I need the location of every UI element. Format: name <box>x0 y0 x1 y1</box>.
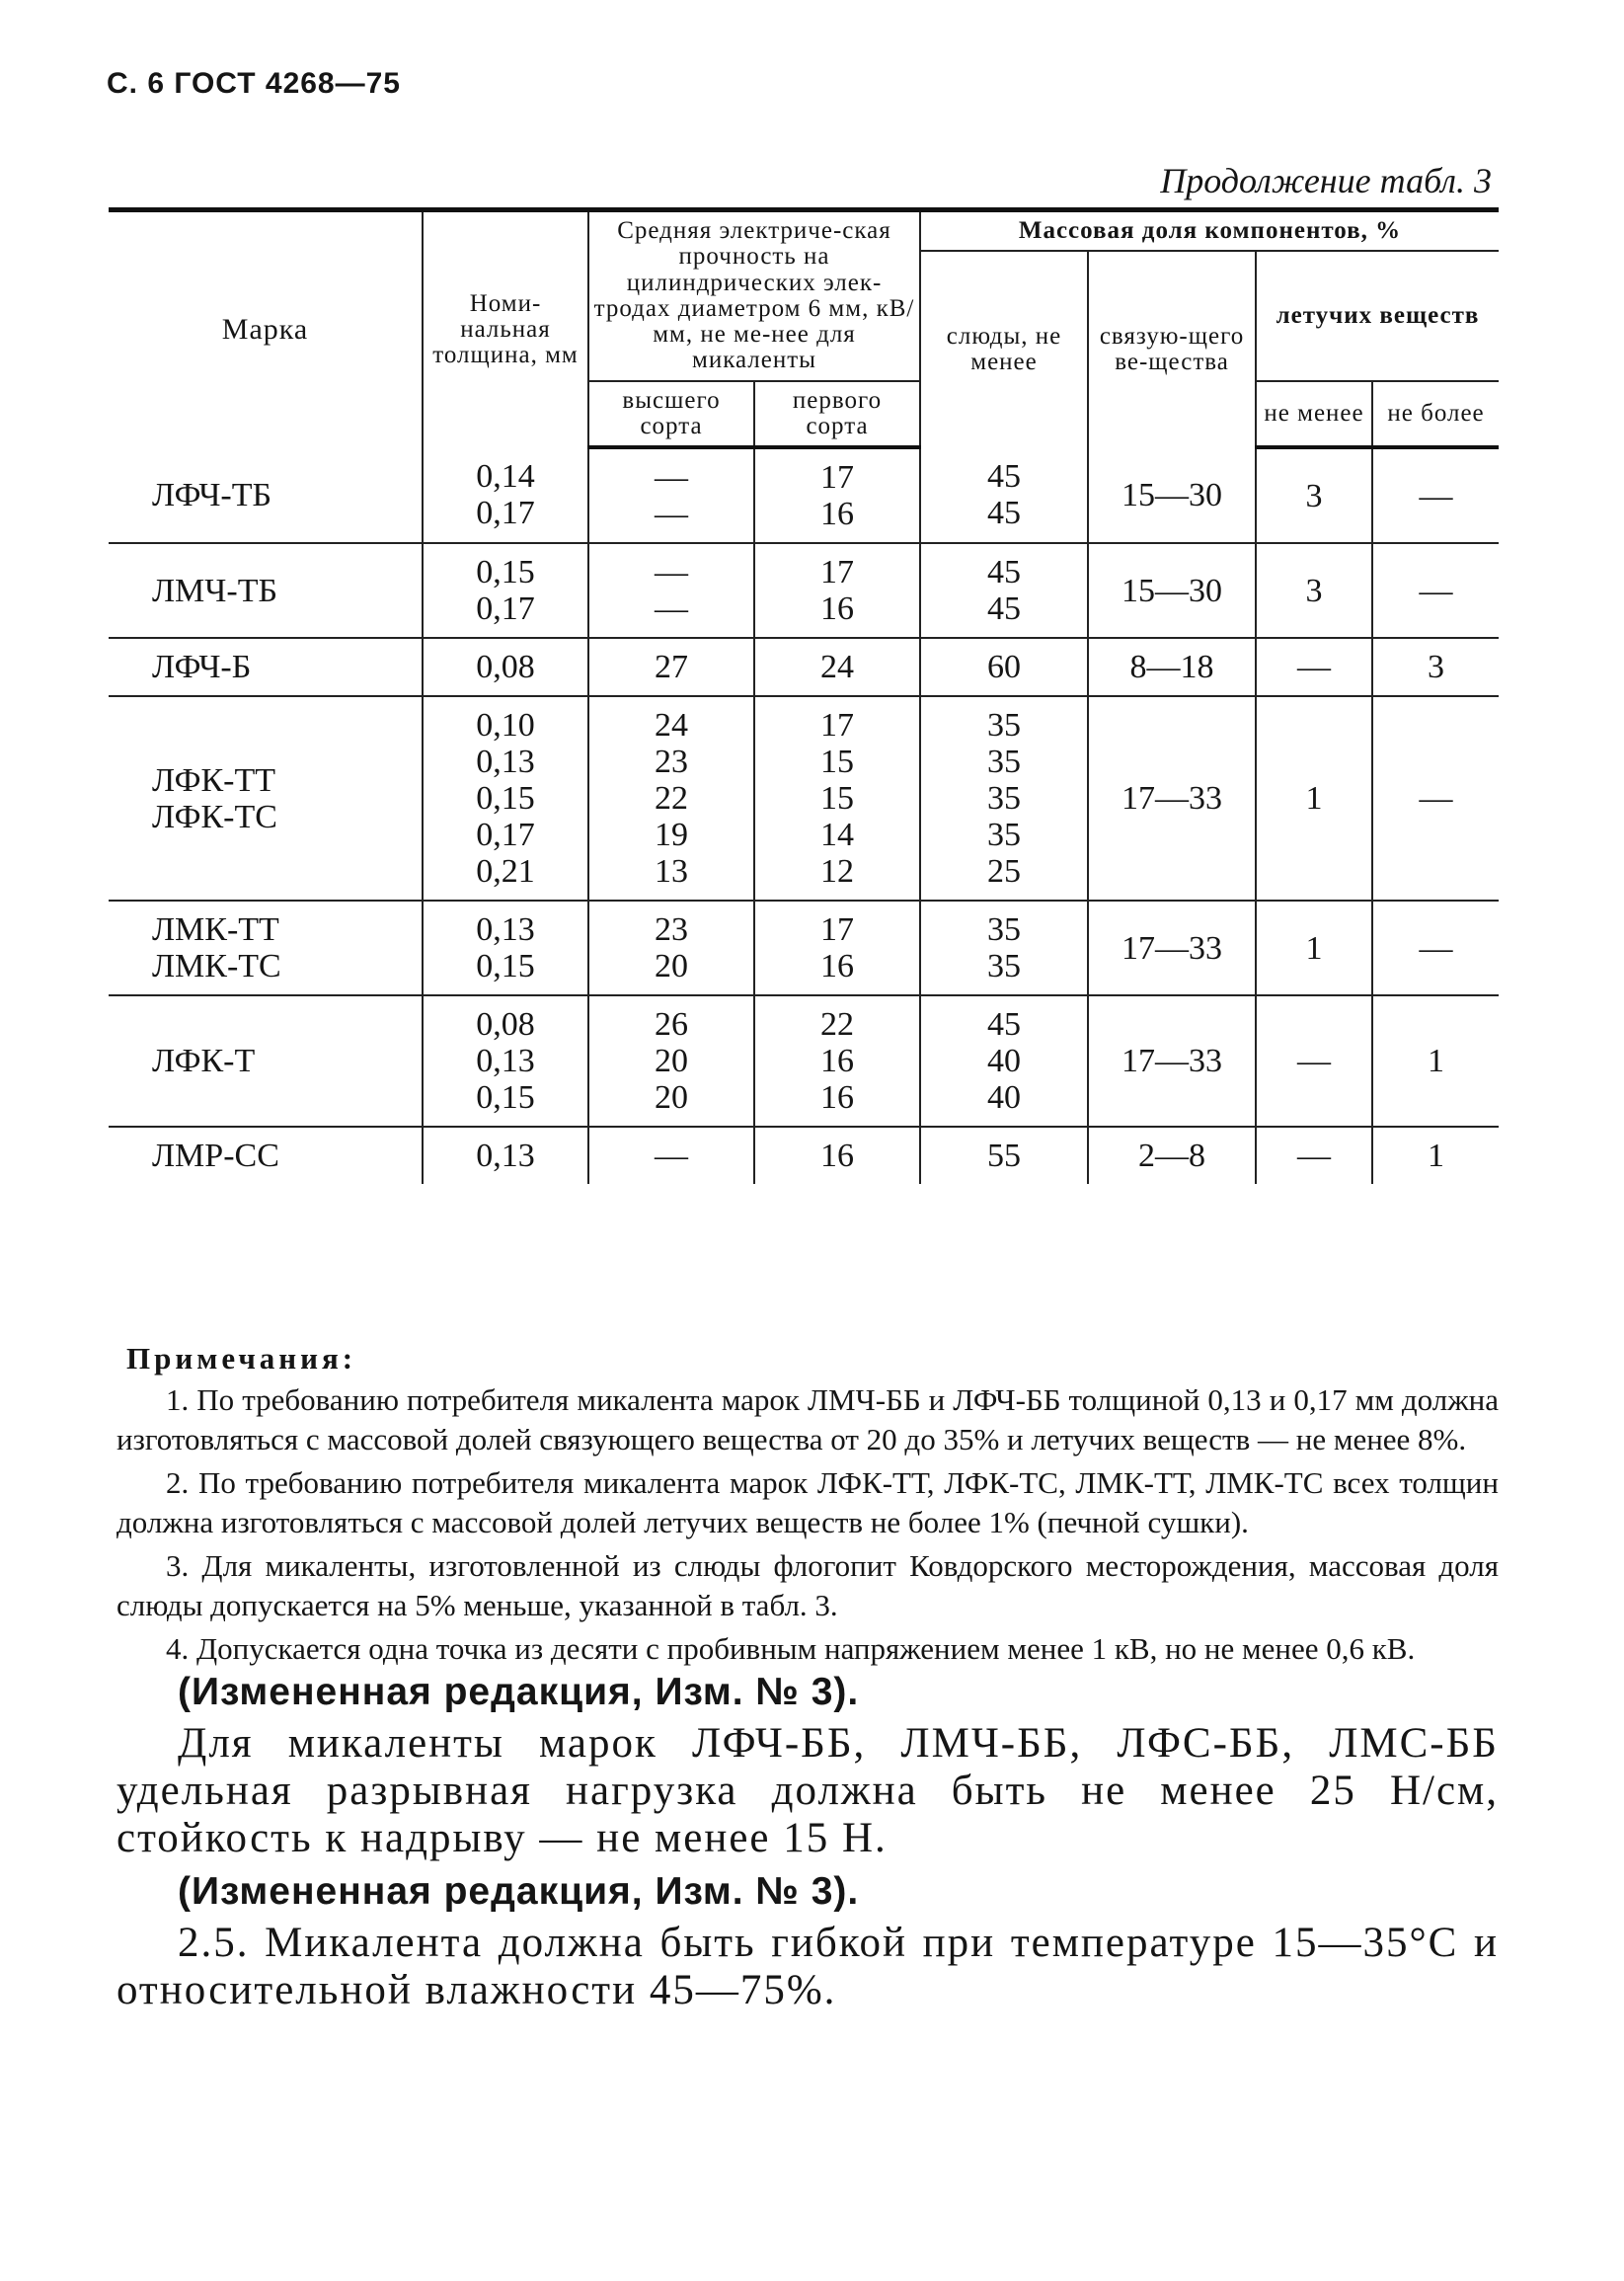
cell-first-grade: 17 16 <box>754 447 920 543</box>
cell-top-grade: 27 <box>588 638 754 696</box>
cell-top-grade: — <box>588 1127 754 1184</box>
cell-mark: ЛФК-ТТ ЛФК-ТС <box>109 696 423 901</box>
col-header-top-grade: высшего сорта <box>588 381 754 448</box>
cell-vol-min: — <box>1256 638 1372 696</box>
cell-vol-max: 1 <box>1372 1127 1499 1184</box>
paragraph-tensile: Для микаленты марок ЛФЧ-ББ, ЛМЧ-ББ, ЛФС-ББ, ЛМС-ББ удельная разрывная нагрузка должна быть не менее 25 Н/см, стойкость к надрыву — не менее 15 Н. <box>116 1720 1499 1861</box>
cell-first-grade: 17 16 <box>754 543 920 638</box>
cell-vol-min: 1 <box>1256 901 1372 995</box>
col-header-mica: слюды, не менее <box>920 251 1088 447</box>
cell-mica: 45 45 <box>920 543 1088 638</box>
table-body <box>109 447 1499 1184</box>
table-row <box>109 543 1499 638</box>
col-header-binder: связую-щего ве-щества <box>1088 251 1256 447</box>
cell-binder: 15—30 <box>1088 543 1256 638</box>
cell-first-grade: 17 15 15 14 12 <box>754 696 920 901</box>
col-header-vol-max: не более <box>1372 381 1499 448</box>
table-row <box>109 696 1499 901</box>
cell-binder: 8—18 <box>1088 638 1256 696</box>
note-2: 2. По требованию потребителя микалента марок ЛФК-ТТ, ЛФК-ТС, ЛМК-ТТ, ЛМК-ТС всех толщин должна изготовляться с массовой долей летучих веществ не более 1% (печной сушки). <box>116 1465 1499 1539</box>
col-header-strength: Средняя электриче-ская прочность на цилиндрических элек-тродах диаметром 6 мм, кВ/мм, не ме-нее для микаленты <box>588 210 920 381</box>
cell-thickness: 0,14 0,17 <box>423 447 588 543</box>
cell-binder: 15—30 <box>1088 447 1256 543</box>
cell-mica: 55 <box>920 1127 1088 1184</box>
note-1: 1. По требованию потребителя микалента марок ЛМЧ-ББ и ЛФЧ-ББ толщиной 0,13 и 0,17 мм должна изготовляться с массовой долей связующего вещества от 20 до 35% и летучих веществ — не менее 8%. <box>116 1382 1499 1456</box>
cell-thickness: 0,08 <box>423 638 588 696</box>
col-header-vol-min: не менее <box>1256 381 1372 448</box>
cell-vol-max: — <box>1372 901 1499 995</box>
cell-mark: ЛФЧ-Б <box>109 638 423 696</box>
note-4: 4. Допускается одна точка из десяти с пробивным напряжением менее 1 кВ, но не менее 0,6 кВ. <box>166 1631 1416 1666</box>
cell-vol-max: — <box>1372 543 1499 638</box>
cell-vol-max: — <box>1372 447 1499 543</box>
cell-vol-max: — <box>1372 696 1499 901</box>
cell-mica: 45 45 <box>920 447 1088 543</box>
cell-binder: 17—33 <box>1088 995 1256 1127</box>
cell-mica: 35 35 <box>920 901 1088 995</box>
cell-mica: 60 <box>920 638 1088 696</box>
notes-section <box>116 1339 1499 2024</box>
col-header-first-grade: первого сорта <box>754 381 920 448</box>
cell-mica: 35 35 35 35 25 <box>920 696 1088 901</box>
cell-vol-min: — <box>1256 995 1372 1127</box>
cell-vol-min: — <box>1256 1127 1372 1184</box>
cell-first-grade: 24 <box>754 638 920 696</box>
cell-mark: ЛФК-Т <box>109 995 423 1127</box>
cell-thickness: 0,08 0,13 0,15 <box>423 995 588 1127</box>
cell-first-grade: 17 16 <box>754 901 920 995</box>
table-row <box>109 638 1499 696</box>
col-header-volatiles: летучих веществ <box>1256 251 1499 380</box>
cell-mica: 45 40 40 <box>920 995 1088 1127</box>
cell-mark: ЛФЧ-ТБ <box>109 447 423 543</box>
cell-vol-max: 3 <box>1372 638 1499 696</box>
cell-top-grade: — — <box>588 543 754 638</box>
cell-thickness: 0,10 0,13 0,15 0,17 0,21 <box>423 696 588 901</box>
table-row <box>109 447 1499 543</box>
cell-top-grade: 24 23 22 19 13 <box>588 696 754 901</box>
table-3 <box>109 207 1499 1184</box>
cell-mark: ЛМК-ТТ ЛМК-ТС <box>109 901 423 995</box>
notes-title: Примечания: <box>126 1341 357 1376</box>
amendment-note-1: (Измененная редакция, Изм. № 3). <box>178 1671 860 1713</box>
table-row <box>109 1127 1499 1184</box>
table-row <box>109 901 1499 995</box>
paragraph-2-5: 2.5. Микалента должна быть гибкой при температуре 15—35°С и относительной влажности 45—75%. <box>116 1920 1499 2013</box>
table-row <box>109 995 1499 1127</box>
cell-thickness: 0,15 0,17 <box>423 543 588 638</box>
cell-thickness: 0,13 <box>423 1127 588 1184</box>
cell-mark: ЛМР-СС <box>152 1138 279 1174</box>
cell-top-grade: 26 20 20 <box>588 995 754 1127</box>
table-continuation-label: Продолжение табл. 3 <box>1160 161 1492 200</box>
col-header-mass-share: Массовая доля компонентов, % <box>920 210 1499 252</box>
cell-binder: 17—33 <box>1088 901 1256 995</box>
col-header-mark: Марка <box>221 313 309 347</box>
note-3: 3. Для микаленты, изготовленной из слюды флогопит Ковдорского месторождения, массовая доля слюды допускается на 5% меньше, указанной в табл. 3. <box>116 1548 1499 1622</box>
cell-top-grade: 23 20 <box>588 901 754 995</box>
amendment-note-2: (Измененная редакция, Изм. № 3). <box>178 1870 860 1913</box>
cell-mark: ЛМЧ-ТБ <box>109 543 423 638</box>
cell-vol-max: 1 <box>1372 995 1499 1127</box>
page-header: С. 6 ГОСТ 4268—75 <box>107 67 401 100</box>
cell-vol-min: 1 <box>1256 696 1372 901</box>
cell-first-grade: 16 <box>754 1127 920 1184</box>
cell-top-grade: — — <box>588 447 754 543</box>
cell-first-grade: 22 16 16 <box>754 995 920 1127</box>
data-table <box>109 207 1499 1184</box>
col-header-thickness: Номи-нальная толщина, мм <box>423 210 588 448</box>
cell-binder: 17—33 <box>1088 696 1256 901</box>
cell-binder: 2—8 <box>1088 1127 1256 1184</box>
cell-vol-min: 3 <box>1256 447 1372 543</box>
cell-thickness: 0,13 0,15 <box>423 901 588 995</box>
cell-vol-min: 3 <box>1256 543 1372 638</box>
